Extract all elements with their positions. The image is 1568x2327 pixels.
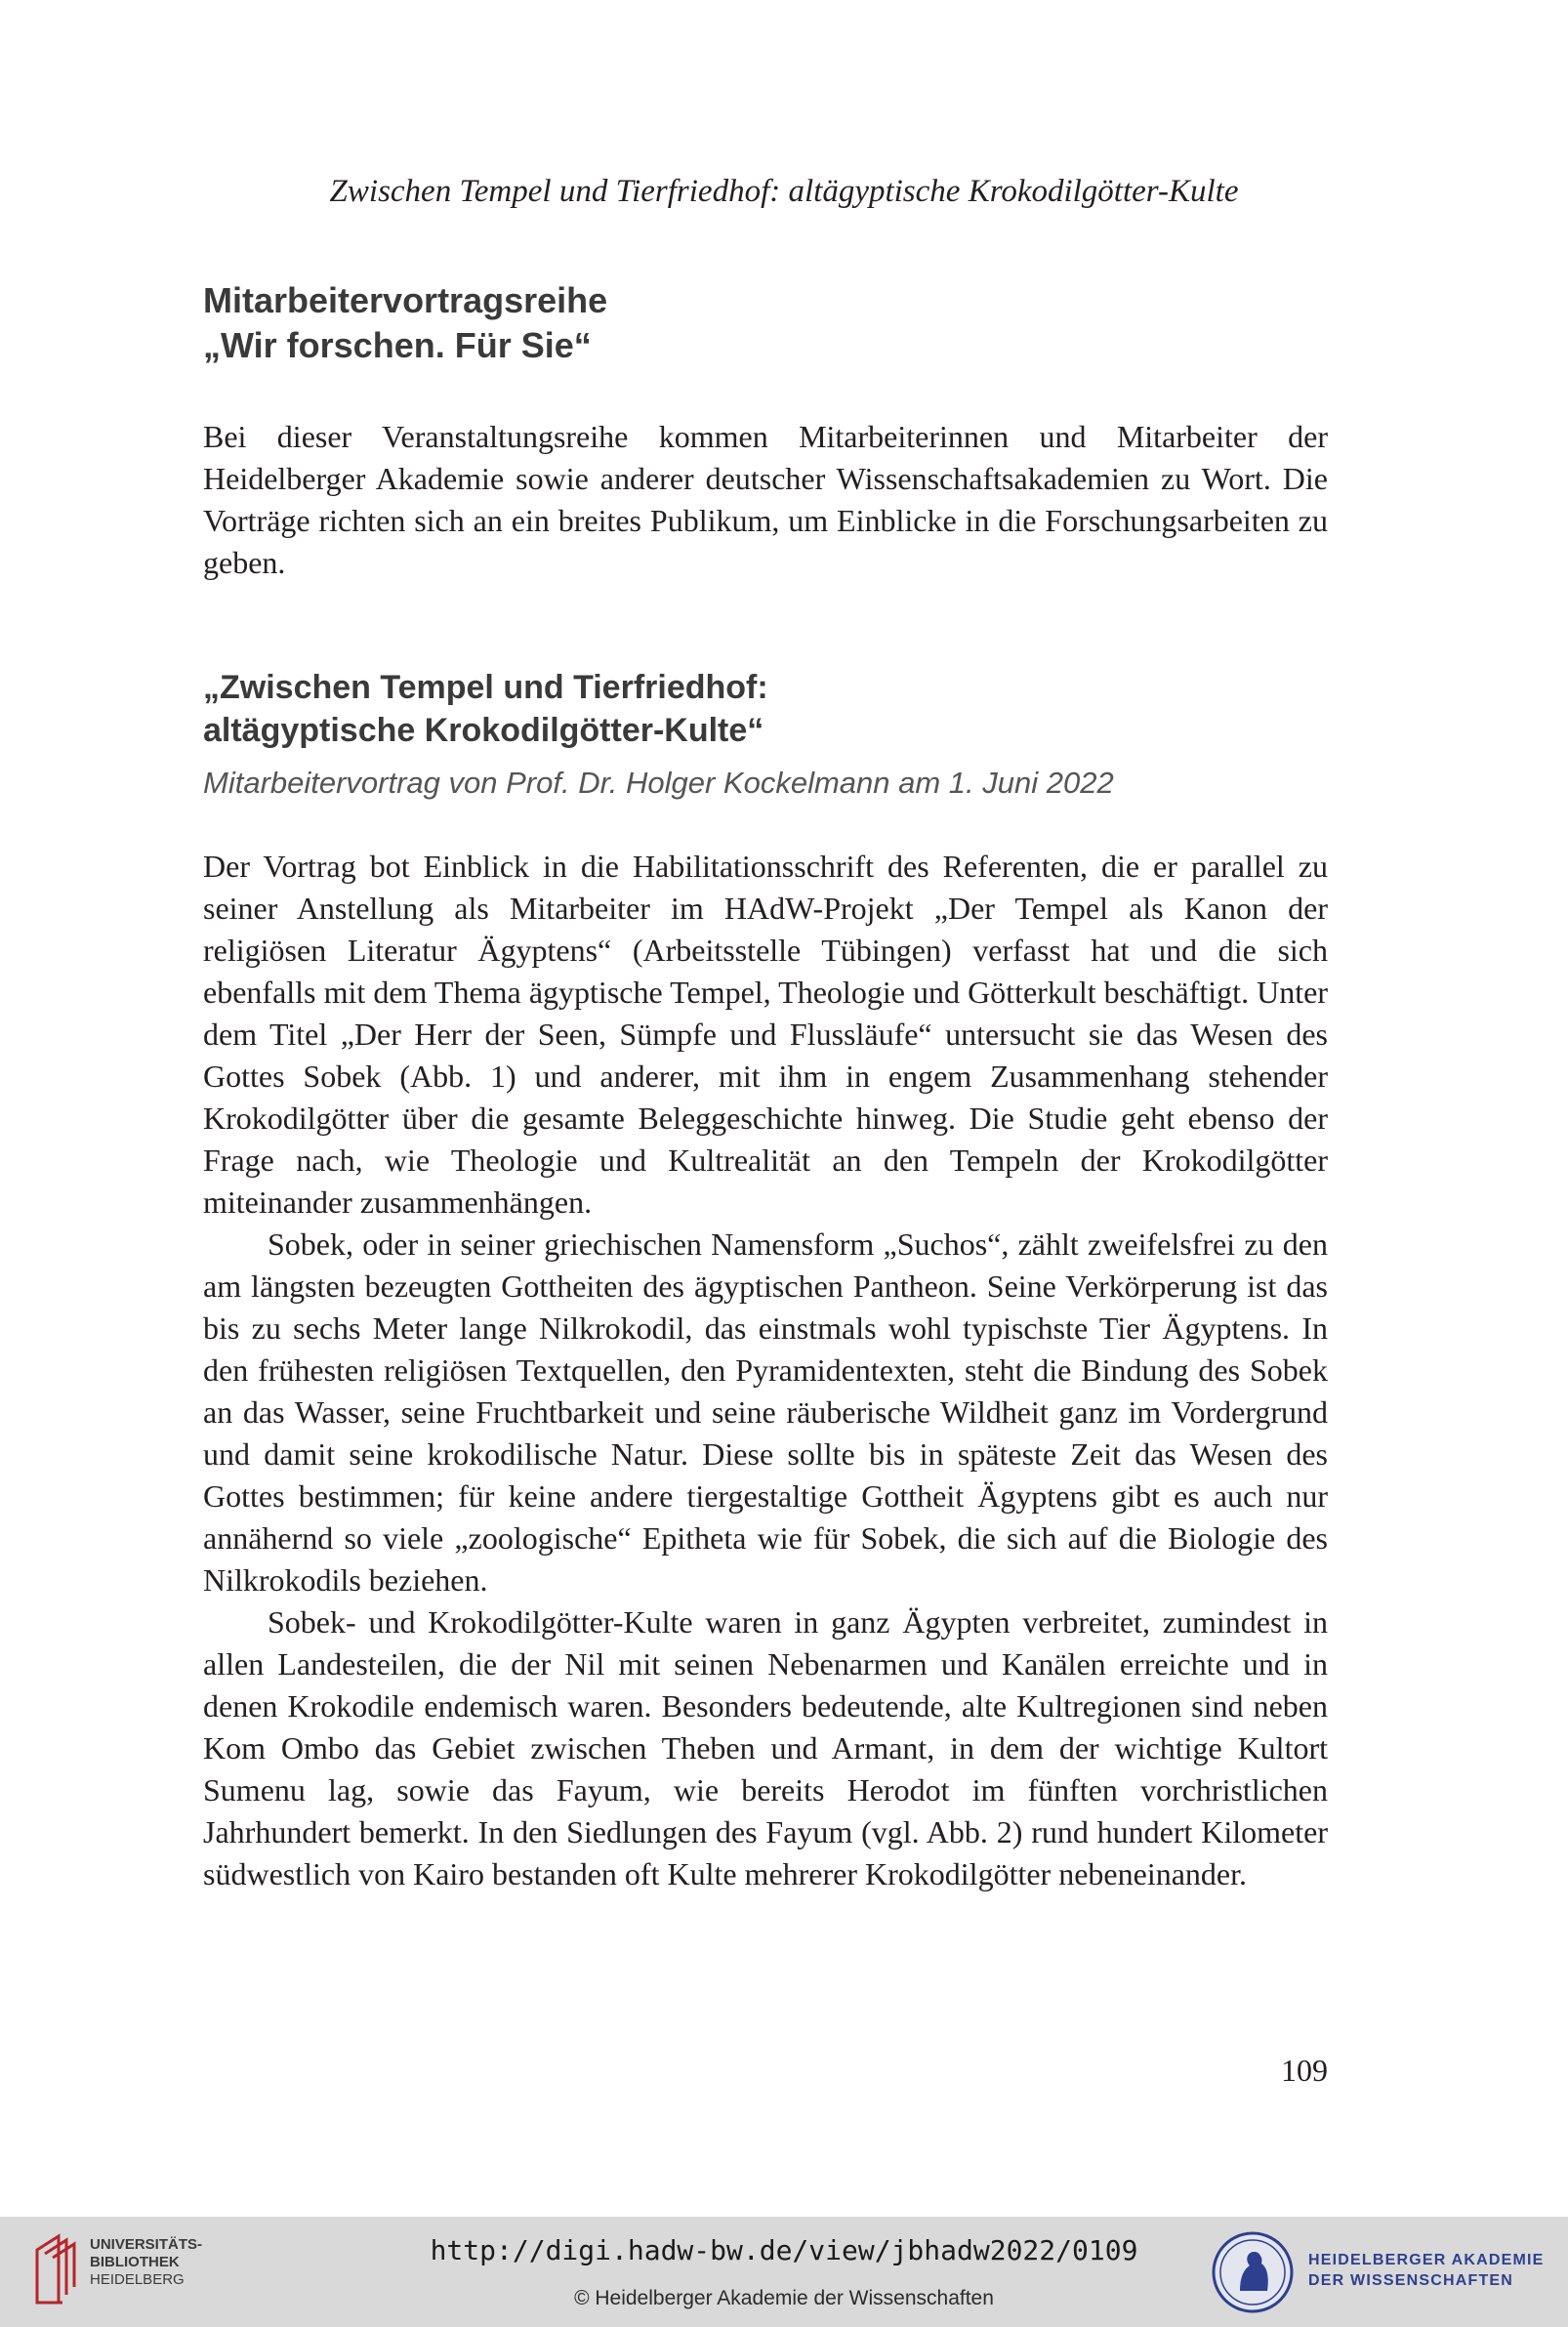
series-title-line-1: Mitarbeitervortragsreihe [203, 280, 608, 320]
series-intro [203, 416, 1328, 584]
ub-line-1: UNIVERSITÄTS- [90, 2236, 203, 2253]
academy-seal-icon [1211, 2230, 1295, 2314]
page-number: 109 [1281, 2053, 1328, 2088]
running-head: Zwischen Tempel und Tierfriedhof: altägyptische Krokodilgötter-Kulte [329, 174, 1239, 209]
body-paragraph-3: Sobek- und Krokodilgötter-Kulte waren in ganz Ägypten verbreitet, zumindest in allen Landesteilen, die der Nil mit seinen Nebenarmen und Kanälen erreichte und in denen Krokodile endemisch waren. Besonders bedeutende, alte Kultregionen sind neben Kom Ombo das Gebiet zwischen Theben und Armant, in dem der wichtige Kultort Sumenu lag, sowie das Fayum, wie bereits Herodot im fünften vorchristlichen Jahrhundert bemerkt. In den Siedlungen des Fayum (vgl. Abb. 2) rund hundert Kilometer südwestlich von Kairo bestanden oft Kulte mehrerer Krokodilgötter nebeneinander. [203, 1604, 1328, 1891]
footer-bar [0, 2217, 1568, 2327]
lecture-title [203, 666, 1328, 752]
body-paragraph-1: Der Vortrag bot Einblick in die Habilitationsschrift des Referenten, die er parallel zu seiner Anstellung als Mitarbeiter im HAdW-Projekt „Der Tempel als Kanon der religiösen Literatur Ägyptens“ (Arbeitsstelle Tübingen) verfasst hat und die sich ebenfalls mit dem Thema ägyptische Tempel, Theologie und Götterkult beschäftigt. Unter dem Titel „Der Herr der Seen, Sümpfe und Flussläufe“ untersucht sie das Wesen des Gottes Sobek (Abb. 1) und anderer, mit ihm in engem Zusammenhang stehender Krokodilgötter über die gesamte Beleggeschichte hinweg. Die Studie geht ebenso der Frage nach, wie Theologie und Kultrealität an den Tempeln der Krokodilgötter miteinander zusammenhängen. [203, 849, 1328, 1220]
ub-line-2: BIBLIOTHEK [90, 2254, 180, 2270]
body-paragraph-2: Sobek, oder in seiner griechischen Namensform „Suchos“, zählt zweifelsfrei zu den am längsten bezeugten Gottheiten des ägyptischen Pantheon. Seine Verkörperung ist das bis zu sechs Meter lange Nilkrokodil, das einstmals wohl typischste Tier Ägyptens. In den frühesten religiösen Textquellen, den Pyramidentexten, steht die Bindung des Sobek an das Wasser, seine Fruchtbarkeit und seine räuberische Wildheit ganz im Vordergrund und damit seine krokodilische Natur. Diese sollte bis in späteste Zeit das Wesen des Gottes bestimmen; für keine andere tiergestaltige Gottheit Ägyptens gibt es auch nur annähernd so viele „zoologische“ Epitheta wie für Sobek, die sich auf die Biologie des Nilkrokodils beziehen. [203, 1226, 1328, 1598]
lecture-title-line-2: altägyptische Krokodilgötter-Kulte“ [203, 712, 764, 749]
footer-copyright: © Heidelberger Akademie der Wissenschaften [574, 2287, 994, 2309]
lecture-subtitle: Mitarbeitervortrag von Prof. Dr. Holger Kockelmann am 1. Juni 2022 [203, 766, 1114, 800]
series-title-line-2: „Wir forschen. Für Sie“ [203, 325, 592, 365]
lecture-title-line-1: „Zwischen Tempel und Tierfriedhof: [203, 669, 768, 706]
series-title [203, 278, 1328, 368]
ub-line-3: HEIDELBERG [90, 2271, 185, 2288]
lecture-body [203, 846, 1328, 1895]
academy-line-1: HEIDELBERGER AKADEMIE [1308, 2252, 1545, 2268]
academy-name [1308, 2250, 1545, 2291]
series-intro-paragraph: Bei dieser Veranstaltungsreihe kommen Mitarbeiterinnen und Mitarbeiter der Heidelberger Akademie sowie anderer deutscher Wissenschaftsakademien zu Wort. Die Vorträge richten sich an ein breites Publikum, um Einblicke in die Forschungsarbeiten zu geben. [203, 419, 1328, 580]
academy-line-2: DER WISSENSCHAFTEN [1308, 2272, 1514, 2289]
footer-url-link[interactable]: http://digi.hadw-bw.de/view/jbhadw2022/0109 [430, 2234, 1138, 2266]
